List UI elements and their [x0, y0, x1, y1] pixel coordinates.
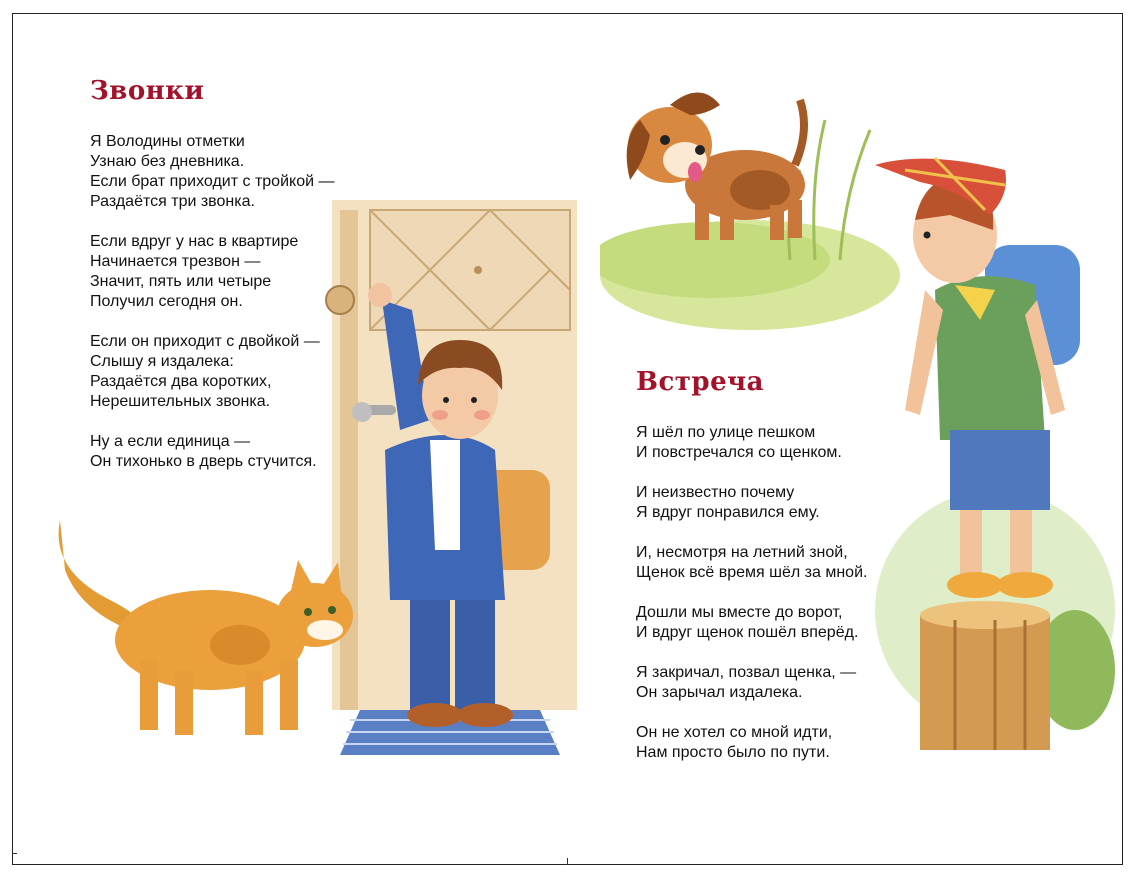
poem-line: Он зарычал издалека.	[636, 684, 803, 701]
poem-line: Слышу я издалека:	[90, 353, 234, 370]
crop-mark	[12, 853, 17, 854]
poem-line: И вдруг щенок пошёл вперёд.	[636, 624, 859, 641]
poem-line: Щенок всё время шёл за мной.	[636, 564, 868, 581]
stanza	[636, 483, 867, 523]
poem-line: Если брат приходит с тройкой —	[90, 173, 335, 190]
poem-line: Если вдруг у нас в квартире	[90, 233, 299, 250]
boy-scene	[865, 150, 1115, 750]
poem-line: Я шёл по улице пешком	[636, 424, 816, 441]
stanza	[90, 432, 334, 472]
poem-line: Он тихонько в дверь стучится.	[90, 453, 317, 470]
poem-line: Ну а если единица —	[90, 433, 251, 450]
stanza	[90, 132, 334, 212]
poem-line: Получил сегодня он.	[90, 293, 243, 310]
stanza	[636, 663, 867, 703]
stump-illustration	[920, 601, 1050, 750]
poem-line: И повстречался со щенком.	[636, 444, 842, 461]
stanza	[636, 603, 867, 643]
poem-line: И неизвестно почему	[636, 484, 795, 501]
poem-line: Я закричал, позвал щенка, —	[636, 664, 857, 681]
poem-line: Он не хотел со мной идти,	[636, 724, 833, 741]
crop-mark	[567, 858, 568, 865]
poem-line: И, несмотря на летний зной,	[636, 544, 848, 561]
right-poem-body	[636, 423, 867, 783]
poem-line: Раздаётся три звонка.	[90, 193, 255, 210]
stanza	[90, 332, 334, 412]
stanza	[90, 232, 334, 312]
poem-line: Дошли мы вместе до ворот,	[636, 604, 843, 621]
poem-line: Значит, пять или четыре	[90, 273, 272, 290]
cat-illustration	[59, 520, 353, 735]
stanza	[636, 423, 867, 463]
poem-line: Я Володины отметки	[90, 133, 245, 150]
stanza	[636, 543, 867, 583]
puppy-illustration	[627, 93, 805, 241]
puppy-scene	[600, 60, 900, 330]
poem-line: Узнаю без дневника.	[90, 153, 245, 170]
poem-line: Нерешительных звонка.	[90, 393, 271, 410]
poem-line: Я вдруг понравился ему.	[636, 504, 820, 521]
poem-line: Если он приходит с двойкой —	[90, 333, 320, 350]
poem-line: Раздаётся два коротких,	[90, 373, 272, 390]
poem-line: Начинается трезвон —	[90, 253, 261, 270]
right-poem-title: Встреча	[636, 367, 765, 397]
poem-line: Нам просто было по пути.	[636, 744, 830, 761]
left-poem-body	[90, 132, 334, 492]
stanza	[636, 723, 867, 763]
left-poem-title: Звонки	[90, 76, 205, 106]
